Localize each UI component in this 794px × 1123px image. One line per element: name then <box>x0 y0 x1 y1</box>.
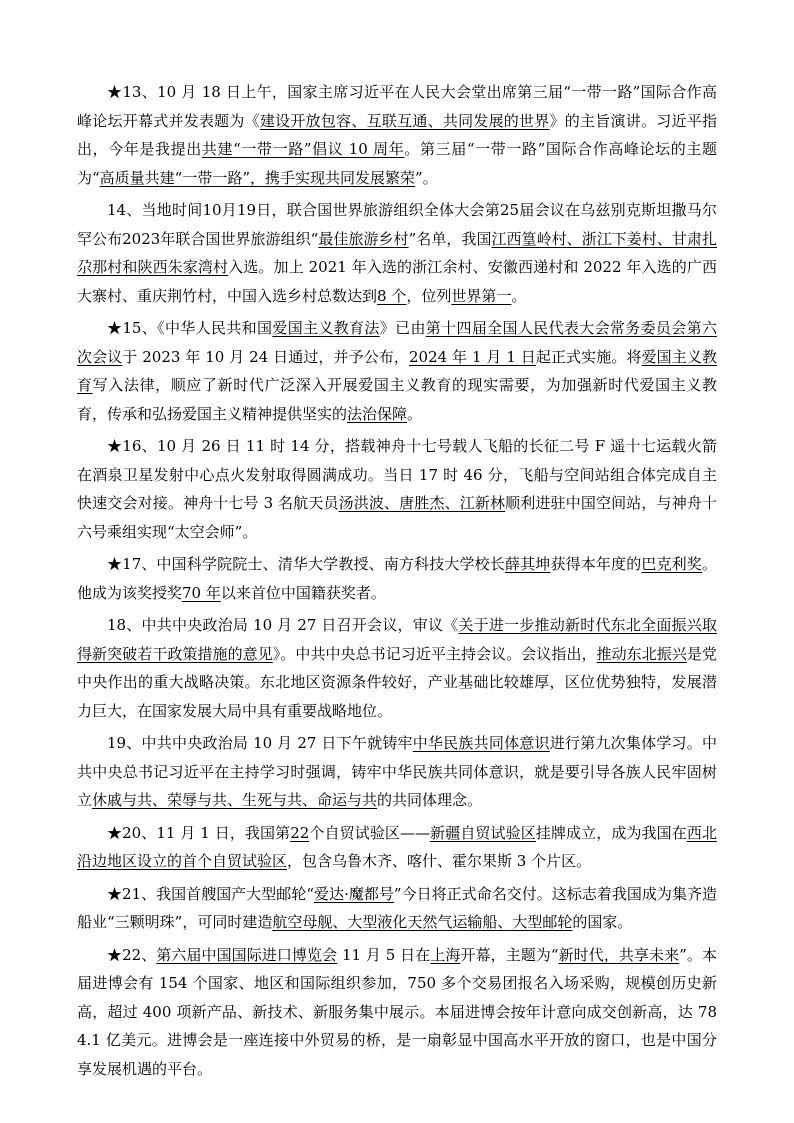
paragraph-text: ★21、我国首艘国产大型邮轮“ <box>107 884 315 903</box>
underlined-key-term: 关于进一步推动新时代东北全面振兴取得新突破若干政策措施的意见 <box>77 616 717 663</box>
paragraph-text: ★20、11 月 1 日，我国第 <box>107 823 291 842</box>
paragraph-text: 顺利进驻中国空间站，与神舟十六号乘组实现“太空会师”。 <box>77 494 717 541</box>
underlined-key-term: 世界第一 <box>451 286 512 305</box>
news-item-paragraph <box>77 314 717 428</box>
underlined-key-term: 最佳旅游乡村 <box>318 229 409 248</box>
paragraph-text: 11 月 5 日在 <box>337 945 431 964</box>
news-item-paragraph <box>77 432 717 546</box>
paragraph-text: ★22、 <box>107 945 157 964</box>
paragraph-text: 》。中共中央总书记习近平主持会议。会议指出， <box>272 644 597 663</box>
underlined-key-term: 爱达·魔都号 <box>314 884 394 903</box>
paragraph-text: 18、中共中央政治局 10 月 27 日召开会议，审议《 <box>107 616 459 634</box>
underlined-key-term: 巴克利奖 <box>641 555 702 573</box>
paragraph-text: 开幕，主题为“ <box>460 945 559 964</box>
news-item-paragraph <box>77 196 717 310</box>
underlined-key-term: 高质量共建“一带一路”，携手实现共同发展繁荣 <box>99 168 416 187</box>
paragraph-text: ★15、《中华人民共和国 <box>107 319 273 337</box>
paragraph-text: 写入法律，顺应了新时代广泛深入开展爱国主义教育的现实需要，为加强新时代爱国主义教育，传承和弘扬爱国主义精神提供坚实的 <box>77 376 717 423</box>
paragraph-text: ，位列 <box>406 286 452 305</box>
paragraph-text: 的共同体理念。 <box>377 791 483 809</box>
underlined-key-term: 推动东北振兴 <box>596 644 687 663</box>
paragraph-text: 是党中央作出的重大战略决策。东北地区资源条件较好，产业基础比较雄厚，区位优势独特，发展潜力巨大，在国家发展大局中具有重要战略地位。 <box>77 644 717 720</box>
paragraph-text: 起正式实施。将 <box>535 347 642 366</box>
paragraph-text: 以来首位中国籍获奖者。 <box>220 583 386 602</box>
paragraph-text: ★13、10 月 18 日上午，国家主席习近平在人民大会堂出席第三届“一带一路”国际合作高峰论坛开幕式并发表题为《 <box>77 83 717 130</box>
paragraph-text: 。第三届“一带一路”国际合作高峰论坛的主题为“ <box>77 140 717 187</box>
paragraph-text: 挂牌成立，成为我国在 <box>535 823 687 842</box>
underlined-key-term: 中华民族共同体意识 <box>412 734 550 752</box>
paragraph-text: 》已由 <box>379 319 426 337</box>
underlined-key-term: 航空母舰、大型液化天然气运输船、大型邮轮 <box>272 913 573 931</box>
underlined-key-term: 上海 <box>430 945 461 964</box>
paragraph-text: ”今日将正式命名交付。这标志着我国成为集齐造船业“三颗明珠”，可同时建造 <box>77 884 717 931</box>
underlined-key-term: 爱国主义教育 <box>77 347 717 394</box>
underlined-key-term: 70 年 <box>182 583 221 602</box>
paragraph-text: 。 <box>511 286 527 305</box>
paragraph-text: ★17、中国科学院院士、清华大学教授、南方科技大学校长 <box>107 555 505 573</box>
underlined-key-term: 汤洪波、唐胜杰、江新林 <box>338 494 506 512</box>
underlined-key-term: 建设开放包容、互联互通、共同发展的世界 <box>259 111 550 130</box>
paragraph-text: ，包含乌鲁木齐、喀什、霍尔果斯 3 个片区。 <box>287 852 592 870</box>
underlined-key-term: 休戚与共、荣辱与共、生死与共、命运与共 <box>92 791 378 809</box>
news-item-paragraph <box>77 78 717 192</box>
news-item-paragraph <box>77 941 717 1084</box>
underlined-key-term: 新时代，共享未来 <box>558 945 680 964</box>
paragraph-text: ★16、10 月 26 日 11 时 14 分，搭载神舟十七号载人飞船的长征二号 F 遥十七运载火箭在酒泉卫星发射中心点火发射取得圆满成功。当日 17 时 46 分，飞船与空间站组合体完成自主快速交会对接。神舟十七号 3 名航天员 <box>77 437 717 512</box>
paragraph-text: ”。本届进博会有 154 个国家、地区和国际组织参加，750 多个交易团报名入场采购，规模创历史新高，超过 400 项新产品、新技术、新服务集中展示。本届进博会按年计意向成交创新高，达 784.1 亿美元。进博会是一座连接中外贸易的桥，是一扇彰显中国高水平开放的窗口，也是中国分享发展机遇的平台。 <box>77 945 717 1078</box>
underlined-key-term: 西北沿边地区设立的首个自贸试验区 <box>77 823 717 870</box>
paragraph-text: 入选。加上 2021 年入选的浙江余村、安徽西递村和 2022 年入选的广西大寨村、重庆荆竹村，中国入选乡村总数达到 <box>77 258 717 305</box>
underlined-key-term: 法治保障 <box>347 404 408 423</box>
underlined-key-term: 江西篁岭村、浙江下姜村、甘肃扎尕那村和陕西朱家湾村 <box>77 229 717 276</box>
paragraph-text: 获得本年度的 <box>550 555 642 573</box>
news-item-paragraph <box>77 880 717 937</box>
news-item-paragraph <box>77 729 717 815</box>
underlined-key-term: 2024 年 1 月 1 日 <box>409 347 536 366</box>
paragraph-text: ”名单，我国 <box>408 229 492 248</box>
paragraph-text: 。 <box>407 404 423 423</box>
paragraph-text: 14、当地时间10月19日，联合国世界旅游组织全体大会第25届会议在乌兹别克斯坦撒马尔罕公布2023年联合国世界旅游组织“ <box>77 201 717 248</box>
paragraph-text: 19、中共中央政治局 10 月 27 日下午就铸牢 <box>107 734 413 752</box>
news-item-paragraph <box>77 819 717 876</box>
paragraph-text: 进行第九次集体学习。中共中央总书记习近平在主持学习时强调，铸牢中华民族共同体意识，就是要引导各族人民牢固树立 <box>77 734 717 809</box>
underlined-key-term: 第十四届全国人民代表大会常务委员会第六次会议 <box>77 319 717 366</box>
underlined-key-term: 第六届中国国际进口博览会 <box>156 945 338 964</box>
news-item-paragraph <box>77 550 717 607</box>
paragraph-text: ”。 <box>415 168 438 187</box>
underlined-key-term: 22 <box>290 823 310 842</box>
underlined-key-term: 共建“一带一路”倡议 10 周年 <box>201 140 405 158</box>
underlined-key-term: 爱国主义教育法 <box>272 319 380 337</box>
underlined-key-term: 8 个 <box>377 286 407 305</box>
underlined-key-term: 新疆自贸试验区 <box>430 823 536 842</box>
paragraph-text: 的国家。 <box>572 913 633 931</box>
news-item-paragraph <box>77 611 717 725</box>
paragraph-text: 个自贸试验区—— <box>309 823 431 842</box>
paragraph-text: 于 2023 年 10 月 24 日通过，并予公布， <box>122 347 409 366</box>
paragraph-text: 。他成为该奖授奖 <box>77 555 717 602</box>
document-body <box>77 78 717 1087</box>
paragraph-text: 》的主旨演讲。习近平指出，今年是我提出 <box>77 111 717 158</box>
underlined-key-term: 薛其坤 <box>505 555 551 573</box>
